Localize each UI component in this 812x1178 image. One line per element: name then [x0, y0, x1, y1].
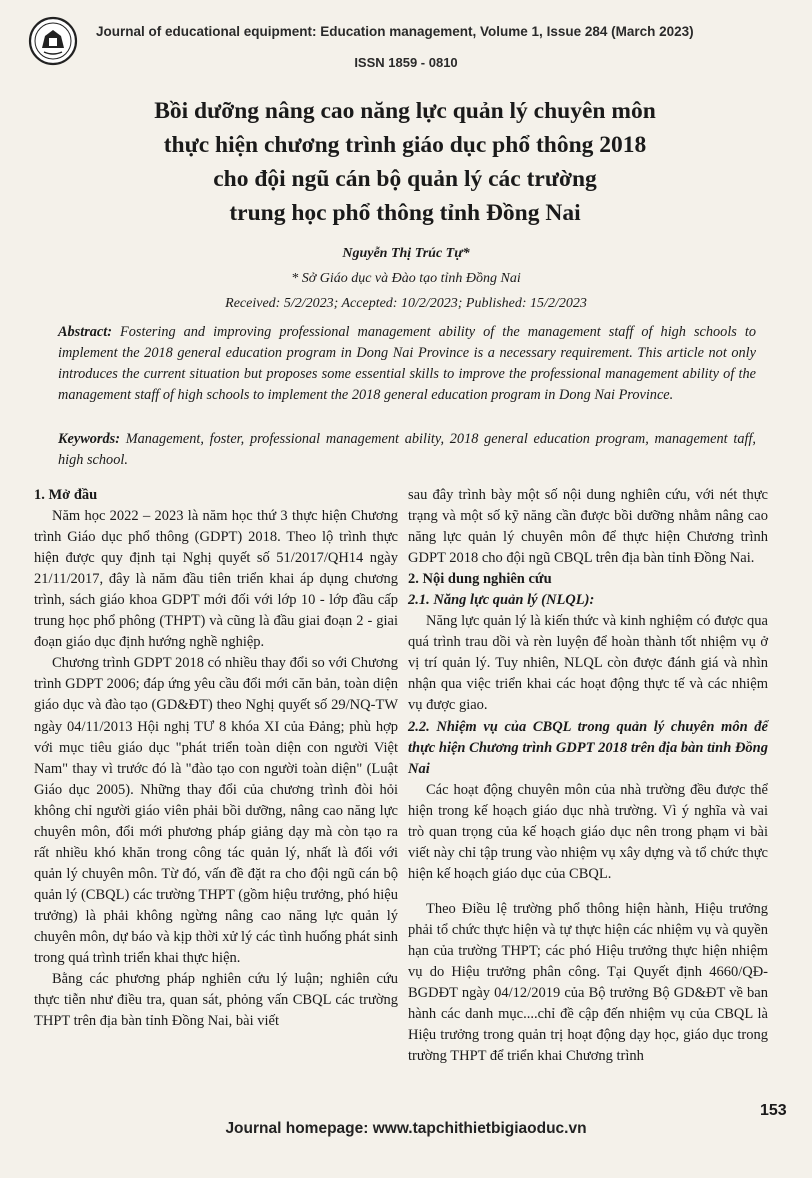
keywords-label: Keywords: [58, 431, 120, 447]
paragraph: Theo Điều lệ trường phổ thông hiện hành, Hiệu trưởng phải tổ chức thực hiện và tự thực hiện các nhiệm vụ và quyền hạn của trường THPT; các phó Hiệu trưởng thực hiện nhiệm vụ do Hiệu trưởng phân công. Tại Quyết định 4660/QĐ-BGDĐT ngày 04/12/2019 của Bộ trưởng Bộ GD&ĐT về ban hành các danh mục....chỉ đề cập đến nhiệm vụ của CBQL là Hiệu trưởng trong quản trị hoạt động dạy học, giáo dục trong trường THPT để triển khai Chương trình [408, 900, 768, 1065]
right-column [408, 485, 768, 1067]
title-line: trung học phổ thông tỉnh Đồng Nai [229, 200, 581, 226]
left-column [34, 485, 398, 1032]
subsection-heading: 2.2. Nhiệm vụ của CBQL trong quản lý chuyên môn để thực hiện Chương trình GDPT 2018 trên địa bàn tỉnh Đồng Nai [408, 718, 768, 777]
paragraph: Các hoạt động chuyên môn của nhà trường đều được thể hiện trong kế hoạch giáo dục nhà trường. Vì ý nghĩa và vai trò quan trọng của kế hoạch giáo dục nên trong phạm vi bài viết này chỉ tập trung vào nhiệm vụ xây dựng và tổ chức thực hiện kế hoạch giáo dục của CBQL. [408, 781, 768, 882]
paragraph: Chương trình GDPT 2018 có nhiều thay đổi so với Chương trình GDPT 2006; đáp ứng yêu cầu đổi mới căn bản, toàn diện giáo dục và đào tạo (GD&ĐT) theo Nghị quyết số 29/NQ-TW ngày 04/11/2013 Hội nghị TƯ 8 khóa XI của Đảng; phù hợp với mục tiêu giáo dục "phát triển toàn diện con người Việt Nam" thay vì trước đó là "đào tạo con người toàn diện" (Luật Giáo dục 2005). Những thay đổi của chương trình đòi hỏi không chỉ người giáo viên phải bồi dưỡng, nâng cao năng lực chuyên môn, đổi mới phương pháp giảng dạy mà còn tạo ra rất nhiều khó khăn trong công tác quản lý, nhất là đối với quản lý chuyên môn. Từ đó, vấn đề đặt ra cho đội ngũ cán bộ quản lý (CBQL) các trường THPT (gồm hiệu trưởng, phó hiệu trưởng) là phải không ngừng nâng cao năng lực quản lý chuyên môn, dự báo và kịp thời xử lý các tình huống phát sinh trong quá trình triển khai thực hiện. [34, 655, 398, 967]
journal-header: Journal of educational equipment: Education management, Volume 1, Issue 284 (March 2023) [96, 24, 694, 39]
paragraph: Bằng các phương pháp nghiên cứu lý luận; nghiên cứu thực tiễn như điều tra, quan sát, phỏng vấn CBQL các trường THPT trên địa bàn tỉnh Đồng Nai, bài viết [34, 971, 398, 1030]
abstract-label: Abstract: [58, 324, 113, 340]
paragraph: sau đây trình bày một số nội dung nghiên cứu, với nét thực trạng và một số kỹ năng cần được bồi dưỡng nhằm nâng cao năng lực quản lý chuyên môn để thực hiện Chương trình GDPT 2018 cho đội ngũ CBQL trên địa bàn tỉnh Đồng Nai. [408, 487, 768, 567]
section-heading: 1. Mở đầu [34, 487, 98, 503]
abstract [58, 322, 756, 406]
keywords [58, 429, 756, 471]
section-heading: 2. Nội dung nghiên cứu [408, 571, 552, 588]
title-line: cho đội ngũ cán bộ quản lý các trường [213, 166, 597, 192]
issn: ISSN 1859 - 0810 [354, 55, 458, 70]
article-title [60, 94, 750, 230]
paragraph: Năm học 2022 – 2023 là năm học thứ 3 thực hiện Chương trình Giáo dục phổ thông (GDPT) 2018. Theo lộ trình thực hiện được quy định tại Nghị quyết số 51/2017/QH14 ngày 21/11/2017, đây là năm đầu tiên triển khai áp dụng chương trình, sách giáo khoa GDPT mới đối với lớp 10 - lớp đầu cấp trung học phổ phông (THPT) và cũng là đầu giai đoạn 2 - giai đoạn giáo dục định hướng nghề nghiệp. [34, 508, 398, 651]
subsection-heading: 2.1. Năng lực quản lý (NLQL): [408, 592, 595, 609]
page-number: 153 [760, 1102, 787, 1119]
author: Nguyễn Thị Trúc Tự* [342, 246, 470, 261]
paragraph: Năng lực quản lý là kiến thức và kinh nghiệm có được qua quá trình trau dồi và rèn luyện để hoàn thành tốt nhiệm vụ ở vị trí quản lý. Tuy nhiên, NLQL còn được đánh giá và nhìn nhận qua việc triển khai các hoạt động thực tế và các nhiệm vụ được giao. [408, 613, 768, 714]
keywords-text: Management, foster, professional management ability, 2018 general education program, management taff, high school. [58, 431, 756, 468]
title-line: Bồi dưỡng nâng cao năng lực quản lý chuyên môn [154, 98, 656, 124]
title-line: thực hiện chương trình giáo dục phổ thông 2018 [163, 132, 647, 158]
journal-homepage: Journal homepage: www.tapchithietbigiaoduc.vn [225, 1120, 587, 1137]
abstract-text: Fostering and improving professional management ability of the management staff of high schools to implement the 2018 general education program in Dong Nai Province is a necessary requirement. This article not only introduces the current situation but proposes some essential skills to improve the professional management ability of the management staff of high schools to implement the 2018 general education program in Dong Nai Province. [58, 324, 756, 403]
publication-dates: Received: 5/2/2023; Accepted: 10/2/2023; Published: 15/2/2023 [225, 296, 587, 311]
affiliation: * Sở Giáo dục và Đào tạo tỉnh Đồng Nai [291, 271, 521, 286]
